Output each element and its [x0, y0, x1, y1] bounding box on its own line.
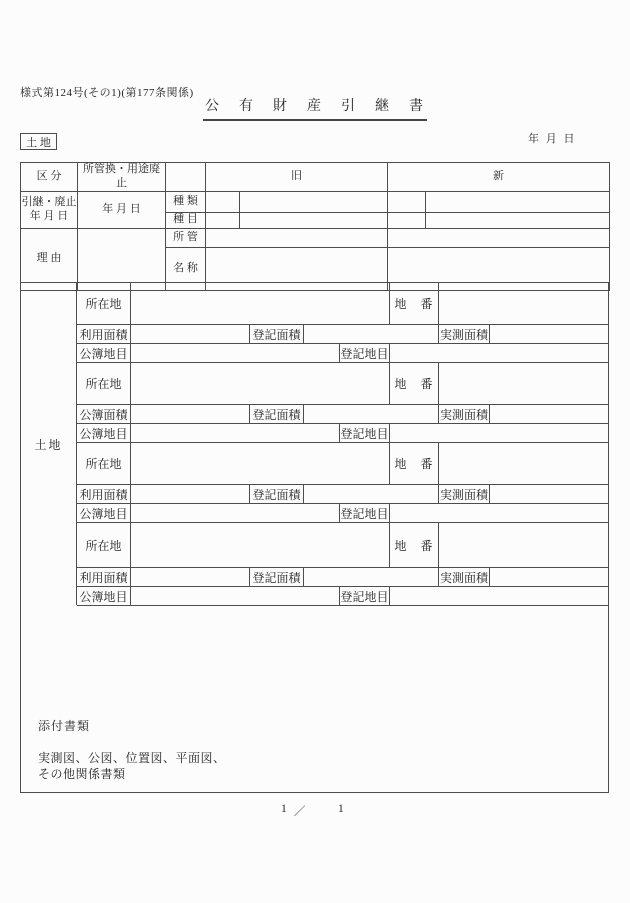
book-category-label: 公簿地目 — [77, 424, 131, 442]
block4-location-field[interactable] — [131, 523, 390, 567]
document-date-line[interactable]: 年 月 日 — [528, 133, 577, 145]
transfer-abolition-date-label — [21, 191, 78, 228]
block2-measured-area-field[interactable] — [490, 405, 608, 423]
block4-registered-category-field[interactable] — [390, 587, 608, 605]
type-row-label: 種 類 — [166, 191, 206, 212]
use-area-label: 利用面積 — [77, 485, 131, 503]
block3-location-field[interactable] — [131, 443, 390, 484]
old-section-header: 旧 — [206, 163, 388, 192]
reason-field[interactable] — [78, 228, 166, 290]
measured-area-label: 実測面積 — [439, 325, 490, 343]
page-number-current: 1 — [281, 803, 287, 815]
transfer-type-header: 所管換・用途廃止 — [78, 163, 166, 192]
old-agency-field[interactable] — [206, 228, 388, 247]
block2-book-category-field[interactable] — [131, 424, 340, 442]
block4-book-category-field[interactable] — [131, 587, 340, 605]
parcel-block — [77, 363, 608, 443]
name-row-label: 名 称 — [166, 247, 206, 290]
land-detail-table — [20, 282, 609, 793]
block4-measured-area-field[interactable] — [490, 568, 608, 586]
block3-measured-area-field[interactable] — [490, 485, 608, 503]
new-type-field[interactable] — [426, 191, 610, 212]
registered-category-label: 登記地目 — [340, 587, 390, 605]
parcel-number-label: 地 番 — [390, 523, 439, 567]
measured-area-label: 実測面積 — [439, 405, 490, 423]
attachments-heading: 添付書類 — [38, 719, 91, 733]
attachments-section — [38, 717, 226, 782]
use-area-label: 利用面積 — [77, 325, 131, 343]
parcel-number-label: 地 番 — [390, 283, 439, 324]
location-label: 所在地 — [77, 363, 131, 404]
block3-registered-area-field[interactable] — [304, 485, 439, 503]
block3-registered-category-field[interactable] — [390, 504, 608, 522]
registered-area-label: 登記面積 — [250, 325, 304, 343]
registered-area-label: 登記面積 — [250, 485, 304, 503]
title-underline — [203, 119, 427, 121]
land-side-label: 土地 — [21, 283, 77, 605]
parcel-block — [77, 443, 608, 523]
new-type-code-field[interactable] — [388, 191, 426, 212]
block4-use-area-field[interactable] — [131, 568, 250, 586]
block3-use-area-field[interactable] — [131, 485, 250, 503]
page-number-separator: ／ — [294, 806, 306, 818]
new-section-header: 新 — [388, 163, 610, 192]
transfer-abolition-line1: 引継・廃止 — [21, 195, 77, 208]
measured-area-label: 実測面積 — [439, 568, 490, 586]
transfer-date-field[interactable]: 年 月 日 — [78, 191, 166, 228]
registered-area-label: 登記面積 — [250, 405, 304, 423]
block2-book-area-field[interactable] — [131, 405, 250, 423]
block3-book-category-field[interactable] — [131, 504, 340, 522]
old-subtype-code-field[interactable] — [206, 212, 240, 228]
block4-parcel-number-field[interactable] — [439, 523, 608, 567]
block2-registered-category-field[interactable] — [390, 424, 608, 442]
block1-book-category-field[interactable] — [131, 344, 340, 362]
old-type-code-field[interactable] — [206, 191, 240, 212]
block3-parcel-number-field[interactable] — [439, 443, 608, 484]
block1-location-field[interactable] — [131, 283, 390, 324]
new-subtype-field[interactable] — [426, 212, 610, 228]
parcel-number-label: 地 番 — [390, 363, 439, 404]
old-type-field[interactable] — [240, 191, 388, 212]
old-subtype-field[interactable] — [240, 212, 388, 228]
use-area-label: 利用面積 — [77, 568, 131, 586]
book-category-label: 公簿地目 — [77, 344, 131, 362]
land-category-box: 土 地 — [20, 133, 57, 150]
location-label: 所在地 — [77, 283, 131, 324]
registered-category-label: 登記地目 — [340, 424, 390, 442]
attachments-line2: その他関係書類 — [38, 767, 126, 781]
parcel-number-label: 地 番 — [390, 443, 439, 484]
block1-registered-area-field[interactable] — [304, 325, 439, 343]
block2-registered-area-field[interactable] — [304, 405, 439, 423]
subtype-row-label: 種 目 — [166, 212, 206, 228]
block4-registered-area-field[interactable] — [304, 568, 439, 586]
registered-category-label: 登記地目 — [340, 504, 390, 522]
location-label: 所在地 — [77, 443, 131, 484]
book-area-label: 公簿面積 — [77, 405, 131, 423]
new-agency-field[interactable] — [388, 228, 610, 247]
book-category-label: 公簿地目 — [77, 587, 131, 605]
block1-registered-category-field[interactable] — [390, 344, 608, 362]
page-footer — [0, 803, 630, 823]
block2-location-field[interactable] — [131, 363, 390, 404]
kubun-header: 区 分 — [21, 163, 78, 192]
registered-category-label: 登記地目 — [340, 344, 390, 362]
attachments-line1: 実測図、公図、位置図、平面図、 — [38, 751, 226, 765]
agency-row-label: 所 管 — [166, 228, 206, 247]
page-number-total: 1 — [338, 803, 344, 815]
registered-area-label: 登記面積 — [250, 568, 304, 586]
block2-parcel-number-field[interactable] — [439, 363, 608, 404]
document-title: 公有財産引継書 — [205, 99, 443, 114]
transfer-abolition-line2: 年 月 日 — [29, 209, 69, 222]
land-parcel-blocks — [77, 283, 608, 606]
block1-use-area-field[interactable] — [131, 325, 250, 343]
new-subtype-code-field[interactable] — [388, 212, 426, 228]
measured-area-label: 実測面積 — [439, 485, 490, 503]
transfer-info-table — [20, 162, 610, 291]
book-category-label: 公簿地目 — [77, 504, 131, 522]
reason-label: 理 由 — [21, 228, 78, 290]
form-number: 様式第124号(その1)(第177条関係) — [20, 87, 194, 99]
parcel-block — [77, 523, 608, 606]
block1-parcel-number-field[interactable] — [439, 283, 608, 324]
parcel-block — [77, 283, 608, 363]
location-label: 所在地 — [77, 523, 131, 567]
label-spacer-cell — [166, 163, 206, 192]
block1-measured-area-field[interactable] — [490, 325, 608, 343]
